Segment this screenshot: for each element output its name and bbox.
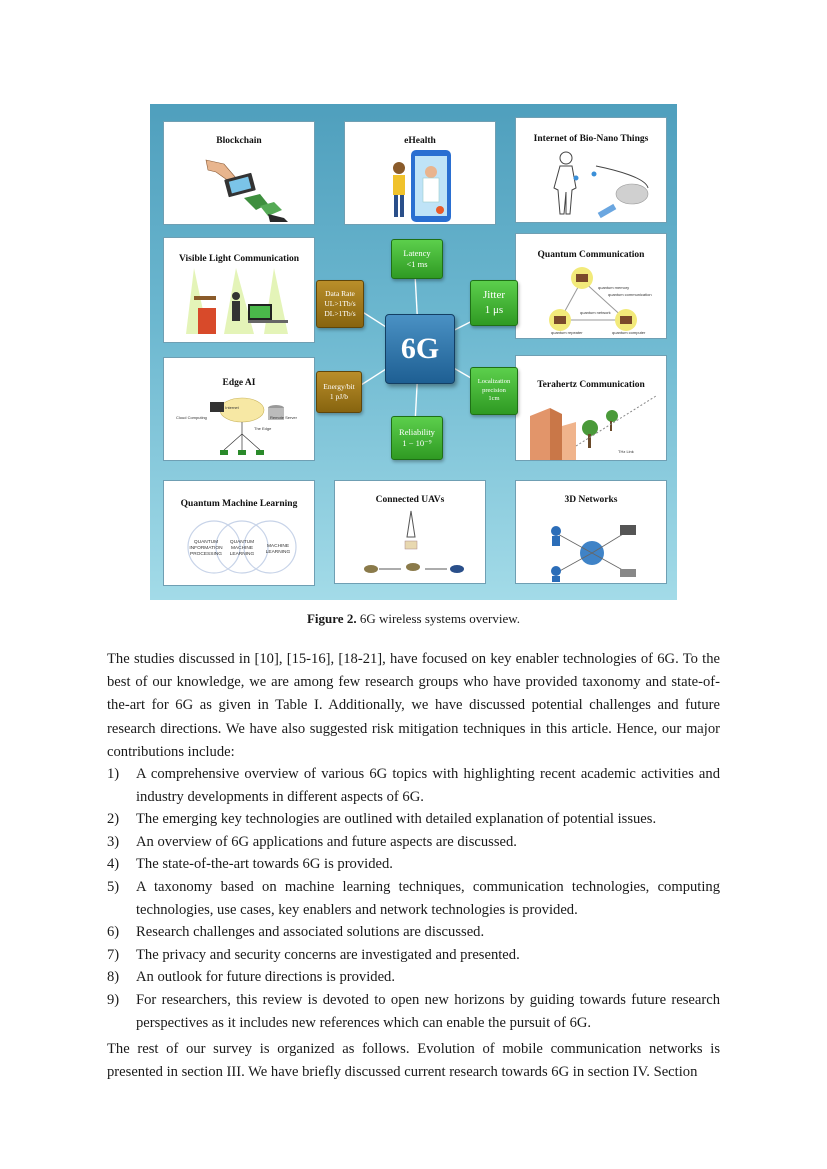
edge-label: The Internet xyxy=(217,405,239,410)
node-energy xyxy=(316,371,362,413)
node-datarate xyxy=(316,280,364,328)
list-text: An outlook for future directions is provided. xyxy=(136,969,395,986)
list-text: The state-of-the-art towards 6G is provided. xyxy=(136,856,393,873)
node-value: 1cm xyxy=(488,395,500,403)
card-title: Terahertz Communication xyxy=(537,380,645,390)
list-number: 2) xyxy=(107,811,120,828)
card-title: Connected UAVs xyxy=(375,495,445,505)
caption-label: Figure 2. xyxy=(306,611,357,626)
list-item xyxy=(107,763,720,808)
qml-label: LEARNING xyxy=(229,552,255,557)
list-item xyxy=(107,831,720,854)
qml-label: INFORMATION xyxy=(189,546,223,551)
3d-network-illustration-icon xyxy=(516,481,668,585)
qml-label: PROCESSING xyxy=(190,552,222,557)
list-number: 9) xyxy=(107,991,120,1008)
paragraph-intro: The studies discussed in [10], [15-16], [18-21], have focused on key enabler technologies of 6G. To the best of our knowledge, we are among few research groups who have provided taxonomy and state-of-the-art for 6G as given in Table I. Additionally, we have discussed potential challenges and future research directions. We have also suggested risk mitigation techniques in this article. Hence, our major contributions include: xyxy=(107,651,720,760)
node-label: Data Rate xyxy=(325,288,355,298)
list-text: A comprehensive overview of various 6G topics with highlighting recent academic activities and industry developments in different aspects of 6G. xyxy=(136,766,720,805)
list-text: Research challenges and associated solutions are discussed. xyxy=(136,924,485,941)
list-number: 8) xyxy=(107,969,120,986)
node-reliability xyxy=(391,416,443,460)
edge-label: Remote Server xyxy=(270,415,297,420)
figure-caption xyxy=(0,611,827,627)
list-item xyxy=(107,944,720,967)
uav-illustration-icon xyxy=(335,481,487,585)
card-title: Blockchain xyxy=(216,136,262,146)
list-text: The emerging key technologies are outlined with detailed explanation of potential issues. xyxy=(136,811,657,828)
node-label: Jitter xyxy=(483,289,505,302)
card-qml xyxy=(163,480,315,586)
card-title: Visible Light Communication xyxy=(179,254,299,264)
figure-6g-overview xyxy=(150,104,677,600)
paragraph-outline: The rest of our survey is organized as follows. Evolution of mobile communication networks is presented in section III. We have briefly discussed current research towards 6G in section IV. Section xyxy=(107,1041,720,1081)
node-value: <1 ms xyxy=(406,259,428,269)
list-text: An overview of 6G applications and future aspects are discussed. xyxy=(136,833,517,850)
edge-label: The Edge xyxy=(254,426,272,431)
card-quantum-communication xyxy=(515,233,667,339)
list-number: 1) xyxy=(107,766,120,782)
quantum-label: quantum memory xyxy=(598,285,630,290)
quantum-label: quantum network xyxy=(580,310,611,315)
qml-label: MACHINE xyxy=(266,544,290,549)
card-connected-uavs xyxy=(334,480,486,584)
card-3d-networks xyxy=(515,480,667,584)
card-edge-ai xyxy=(163,357,315,461)
card-title: Quantum Communication xyxy=(537,250,645,260)
list-item xyxy=(107,808,720,831)
node-value: 1 − 10⁻⁹ xyxy=(402,438,432,448)
node-jitter xyxy=(470,280,518,326)
card-title: eHealth xyxy=(404,136,436,146)
node-value: 1 pJ/b xyxy=(329,392,349,401)
quantum-label: quantum repeater xyxy=(551,330,583,335)
node-value: 1 μs xyxy=(484,304,504,316)
card-ehealth xyxy=(344,121,496,225)
list-number: 4) xyxy=(107,856,120,873)
node-value: DL>1Tb/s xyxy=(324,309,356,319)
node-label: Reliability xyxy=(399,426,435,437)
card-title: Quantum Machine Learning xyxy=(180,499,298,509)
card-terahertz xyxy=(515,355,667,461)
card-blockchain xyxy=(163,121,315,225)
terahertz-illustration-icon xyxy=(516,356,668,462)
list-item xyxy=(107,989,720,1034)
blockchain-illustration-icon xyxy=(164,122,316,226)
quantum-label: quantum computer xyxy=(612,330,646,335)
node-localization xyxy=(470,367,518,415)
qml-label: QUANTUM xyxy=(229,540,255,545)
list-item xyxy=(107,876,720,921)
list-text: A taxonomy based on machine learning techniques, communication technologies, computing technologies, use cases, key enablers and network technologies is provided. xyxy=(136,878,720,918)
card-vlc xyxy=(163,237,315,343)
card-title: Internet of Bio-Nano Things xyxy=(533,134,649,144)
qml-label: MACHINE xyxy=(230,546,254,551)
node-label: precision xyxy=(482,386,506,394)
qml-label: QUANTUM xyxy=(193,540,219,545)
quantum-label: quantum communication xyxy=(608,292,652,297)
thz-label: THz Link xyxy=(618,449,634,454)
ehealth-illustration-icon xyxy=(345,122,497,226)
quantum-network-illustration-icon xyxy=(516,234,668,340)
card-iobnt xyxy=(515,117,667,223)
card-title: 3D Networks xyxy=(564,495,618,505)
node-latency xyxy=(391,239,443,279)
list-number: 6) xyxy=(107,924,120,941)
qml-label: LEARNING xyxy=(265,550,291,555)
caption-text: 6G wireless systems overview. xyxy=(356,611,521,626)
list-text: For researchers, this review is devoted to open new horizons by guiding towards future research perspectives as it includes new references which can enable the pursuit of 6G. xyxy=(136,991,720,1031)
6g-hub: 6G xyxy=(385,314,455,384)
list-item xyxy=(107,921,720,944)
list-item xyxy=(107,966,720,989)
list-text: The privacy and security concerns are investigated and presented. xyxy=(136,946,520,963)
node-label: Energy/bit xyxy=(323,381,355,391)
node-value: UL>1Tb/s xyxy=(324,298,356,308)
edge-label: Cloud Computing xyxy=(176,415,207,420)
contributions-list xyxy=(107,763,720,1034)
qml-venn-icon xyxy=(164,481,316,587)
list-number: 5) xyxy=(107,878,120,895)
node-label: Latency xyxy=(403,247,431,258)
vlc-illustration-icon xyxy=(164,238,316,344)
node-label: Localization xyxy=(477,377,511,385)
edge-ai-illustration-icon xyxy=(164,358,316,462)
list-number: 7) xyxy=(107,946,120,963)
bio-nano-illustration-icon xyxy=(516,118,668,224)
card-title: Edge AI xyxy=(222,378,256,388)
list-item xyxy=(107,853,720,876)
list-number: 3) xyxy=(107,833,120,850)
